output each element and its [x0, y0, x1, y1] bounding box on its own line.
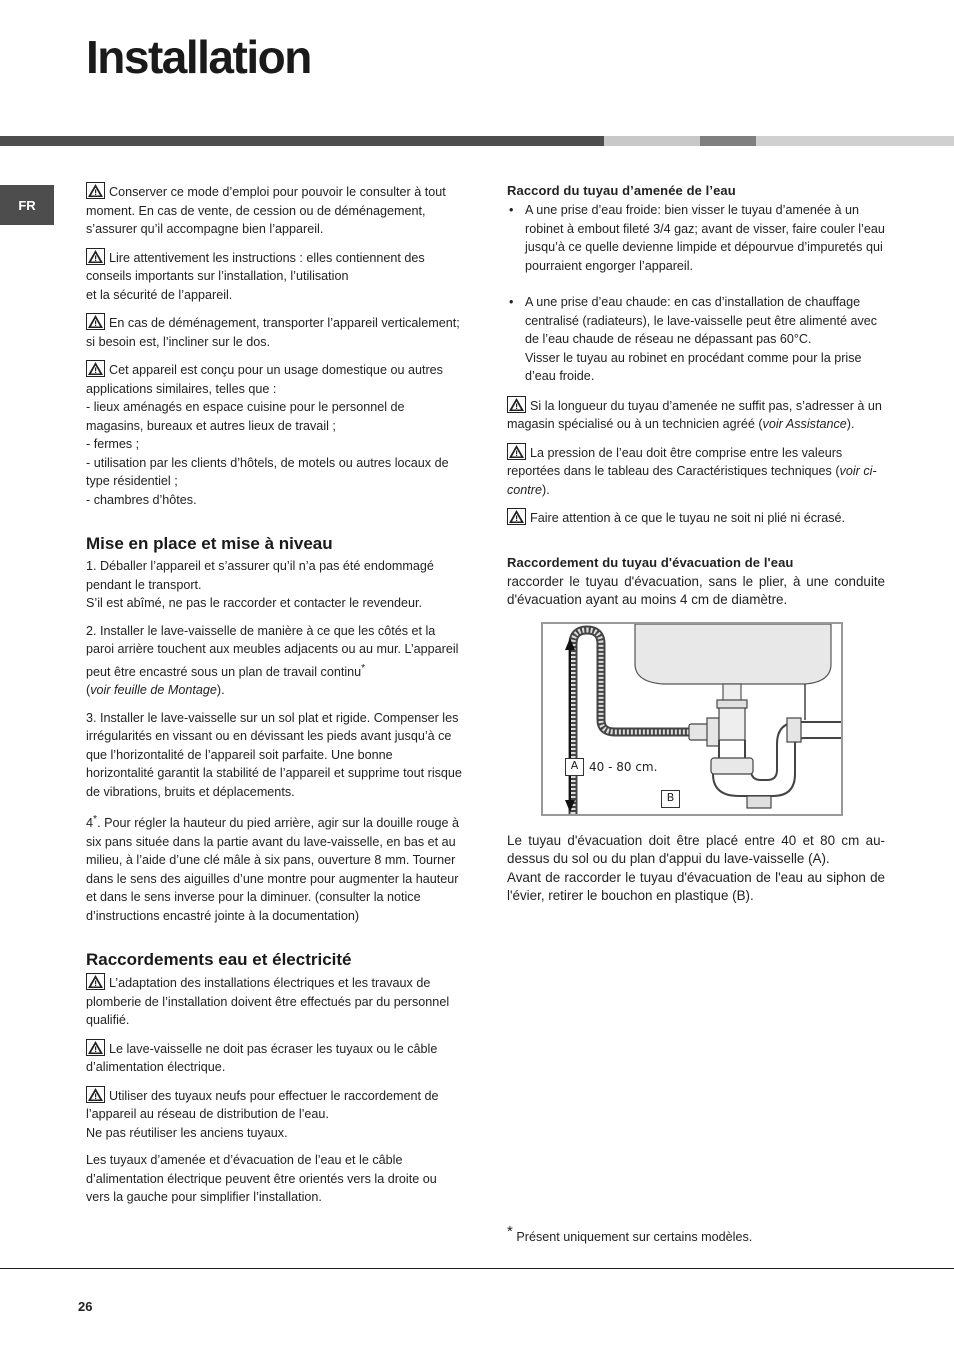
- rule-segment-light2: [756, 136, 954, 146]
- section-heading-raccordements: Raccordements eau et électricité: [86, 950, 352, 970]
- warning-paragraph: En cas de déménagement, transporter l’appareil verticalement; si besoin est, l’incliner sur le dos.: [86, 313, 464, 351]
- label-a: A: [565, 758, 584, 776]
- warning-icon: [86, 360, 105, 377]
- warning-paragraph: L’adaptation des installations électriques et les travaux de plomberie de l’installation doivent être effectués par du personnel qualifié.: [86, 973, 464, 1030]
- reference-link: voir ci-contre: [507, 464, 877, 497]
- page-number: 26: [78, 1299, 93, 1314]
- warning-paragraph: Si la longueur du tuyau d’amenée ne suffit pas, s’adresser à un magasin spécialisé ou à un technicien agréé (voir Assistance).: [507, 396, 885, 434]
- list-item: • A une prise d’eau chaude: en cas d’installation de chauffage centralisé (radiateurs), le lave-vaisselle peut être alimenté avec de l’eau chaude de réseau ne dépassant pas 60°C. Visser le tuyau au robinet en procédant comme pour la prise d’eau froide.: [507, 293, 885, 386]
- language-tab: FR: [0, 185, 54, 225]
- warning-paragraph: Cet appareil est conçu pour un usage domestique ou autres applications similaires, telles que : - lieux aménagés en espace cuisine pour le personnel de magasins, bureaux et autres lieux de travail ; - fermes ; - utilisation par les clients d’hôtels, de motels ou autres locaux de type résidentiel ; - chambres d’hôtes.: [86, 360, 464, 509]
- warning-paragraph: La pression de l’eau doit être comprise entre les valeurs reportées dans le tableau des Caractéristiques techniques (voir ci-contre).: [507, 443, 885, 500]
- list-item: • A une prise d’eau froide: bien visser le tuyau d’amenée à un robinet à embout fileté 3/4 gaz; avant de visser, faire couler l’eau jusqu’à ce quelle devienne limpide et dépourvue d’impuretés qui pourraient engorger l’appareil.: [507, 201, 885, 275]
- warning-icon: [507, 508, 526, 525]
- warning-icon: [507, 396, 526, 413]
- warning-paragraph: Conserver ce mode d’emploi pour pouvoir le consulter à tout moment. En cas de vente, de cession ou de déménagement, s’assurer qu’il accompagne bien l’appareil.: [86, 182, 464, 239]
- usage-item: - fermes ;: [86, 437, 140, 451]
- drain-hose-diagram: [541, 622, 843, 816]
- step-2: 2. Installer le lave-vaisselle de manière à ce que les côtés et la paroi arrière touchent aux meubles adjacents ou au mur. L’appareil peut être encastré sous un plan de travail continu* (voir feuille de Montage).: [86, 623, 459, 698]
- footnote-star: *: [507, 1223, 513, 1240]
- rule-segment-light: [604, 136, 700, 146]
- warning-icon: [86, 1039, 105, 1056]
- usage-item: - chambres d’hôtes.: [86, 492, 197, 507]
- usage-item: - lieux aménagés en espace cuisine pour le personnel de magasins, bureaux et autres lieux de travail ;: [86, 400, 405, 433]
- step-3: 3. Installer le lave-vaisselle sur un sol plat et rigide. Compenser les irrégularités en vissant ou en dévissant les pieds avant jusqu’à ce que l’horizontalité de l’appareil soit parfaite. Une bonne horizontalité garantit la stabilité de l’appareil et supprime tout risque de vibrations, bruits et déplacements.: [86, 710, 462, 799]
- warning-icon: [86, 313, 105, 330]
- evacuation-paragraph: Le tuyau d'évacuation doit être placé entre 40 et 80 cm au-dessus du sol ou du plan d'appui du lave-vaisselle (A). Avant de raccorder le tuyau d'évacuation de l'eau au siphon de l'évier, retirer le bouchon en plastique (B).: [507, 832, 885, 903]
- left-column: [86, 182, 464, 1216]
- step-1: 1. Déballer l’appareil et s’assurer qu’il n’a pas été endommagé pendant le transport. S’il est abîmé, ne pas le raccorder et contacter le revendeur.: [86, 559, 434, 610]
- final-paragraph: Les tuyaux d’amenée et d’évacuation de l’eau et le câble d’alimentation électrique peuvent être orientés vers la droite ou vers la gauche pour simplifier l’installation.: [86, 1153, 437, 1205]
- bullet-list: [507, 201, 885, 386]
- warning-paragraph: Lire attentivement les instructions : elles contiennent des conseils importants sur l’installation, l’utilisation et la sécurité de l’appareil.: [86, 248, 464, 305]
- usage-item: - utilisation par les clients d’hôtels, de motels ou autres locaux de type résidentiel ;: [86, 455, 449, 488]
- height-range-label: 40 - 80 cm.: [589, 759, 658, 774]
- warning-paragraph: Faire attention à ce que le tuyau ne soit ni plié ni écrasé.: [507, 508, 885, 528]
- reference-link: voir feuille de Montage: [90, 683, 217, 698]
- subheading-amenee: Raccord du tuyau d’amenée de l’eau: [507, 183, 736, 198]
- warning-icon: [86, 182, 105, 199]
- warning-icon: [86, 973, 105, 990]
- footnote-star: *: [361, 661, 366, 674]
- warning-paragraph: Le lave-vaisselle ne doit pas écraser les tuyaux ou le câble d’alimentation électrique.: [86, 1039, 464, 1077]
- footnote-star: *: [93, 813, 98, 826]
- step-4: 4*. Pour régler la hauteur du pied arrière, agir sur la douille rouge à six pans située dans la partie avant du lave-vaisselle, en bas et au milieu, à l’aide d’une clé mâle à six pans, ouverture 8 mm. Tourner dans le sens des aiguilles d’une montre pour augmenter la hauteur et dans le sens inverse pour la diminuer. (consulter la notice d’instructions encastré jointe à la documentation): [86, 813, 460, 923]
- warning-icon: [86, 248, 105, 265]
- label-b: B: [661, 790, 680, 808]
- right-column: [507, 182, 885, 915]
- reference-link: voir Assistance: [762, 417, 847, 431]
- section-heading-mise-en-place: Mise en place et mise à niveau: [86, 534, 333, 553]
- evacuation-text: raccorder le tuyau d'évacuation, sans le plier, à une conduite d'évacuation ayant au moins 4 cm de diamètre.: [507, 573, 885, 607]
- warning-paragraph: Utiliser des tuyaux neufs pour effectuer le raccordement de l’appareil au réseau de distribution de l’eau. Ne pas réutiliser les anciens tuyaux.: [86, 1086, 464, 1143]
- warning-icon: [86, 1086, 105, 1103]
- page-title: Installation: [86, 31, 311, 83]
- rule-segment-mid: [700, 136, 756, 146]
- warning-icon: [507, 443, 526, 460]
- footer-rule: [0, 1268, 954, 1269]
- rule-segment-dark: [0, 136, 604, 146]
- subheading-evacuation: Raccordement du tuyau d'évacuation de l'eau: [507, 554, 794, 570]
- header-rule-bar: [0, 136, 954, 146]
- footnote: * Présent uniquement sur certains modèles.: [507, 1223, 753, 1245]
- diagram-drawing: [543, 624, 841, 814]
